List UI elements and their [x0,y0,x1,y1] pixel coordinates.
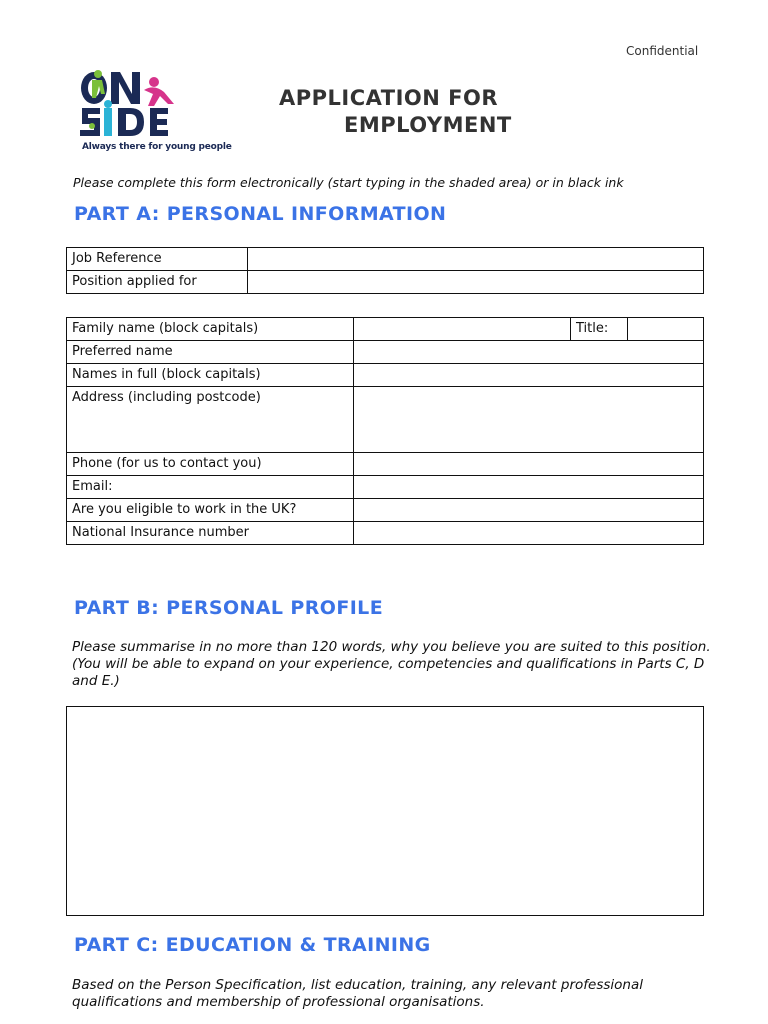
table-row [67,522,704,545]
table-row [67,499,704,522]
job-details-table [66,247,704,294]
form-instructions: Please complete this form electronically (start typing in the shaded area) or in black ink [73,175,624,190]
address-input[interactable] [354,387,704,453]
confidential-label: Confidential [626,44,699,58]
onside-logo [78,68,232,160]
email-input[interactable] [354,476,704,499]
page-title-line1: APPLICATION FOR [279,86,499,110]
table-row [67,387,704,453]
table-row [67,248,704,271]
personal-profile-textarea[interactable] [66,706,704,916]
field-label: Names in full (block capitals) [67,364,354,387]
field-label: Are you eligible to work in the UK? [67,499,354,522]
job-reference-input[interactable] [248,248,704,271]
family-name-input[interactable] [354,318,571,341]
title-input[interactable] [628,318,704,341]
logo-tagline: Always there for young people [82,142,232,152]
field-label: Email: [67,476,354,499]
field-label: Title: [571,318,628,341]
personal-details-table [66,317,704,545]
field-label: Job Reference [67,248,248,271]
field-label: National Insurance number [67,522,354,545]
part-b-instructions: Please summarise in no more than 120 words, why you believe you are suited to this position. (You will be able to expand on your experience, competencies and qualifications in Parts C, D and E.) [72,639,711,689]
table-row [67,341,704,364]
preferred-name-input[interactable] [354,341,704,364]
table-row [67,476,704,499]
phone-input[interactable] [354,453,704,476]
part-c-instructions: Based on the Person Specification, list education, training, any relevant professional qualifications and membership of professional organisations. [72,977,643,1010]
field-label: Address (including postcode) [67,387,354,453]
table-row [67,271,704,294]
position-applied-input[interactable] [248,271,704,294]
part-a-heading: PART A: PERSONAL INFORMATION [74,203,447,225]
table-row [67,453,704,476]
field-label: Preferred name [67,341,354,364]
table-row [67,318,704,341]
field-label: Family name (block capitals) [67,318,354,341]
uk-eligibility-input[interactable] [354,499,704,522]
field-label: Phone (for us to contact you) [67,453,354,476]
part-c-heading: PART C: EDUCATION & TRAINING [74,934,431,956]
part-b-heading: PART B: PERSONAL PROFILE [74,597,384,619]
logo-graphic [78,68,208,142]
ni-number-input[interactable] [354,522,704,545]
page-title-line2: EMPLOYMENT [344,113,512,137]
field-label: Position applied for [67,271,248,294]
table-row [67,364,704,387]
full-names-input[interactable] [354,364,704,387]
